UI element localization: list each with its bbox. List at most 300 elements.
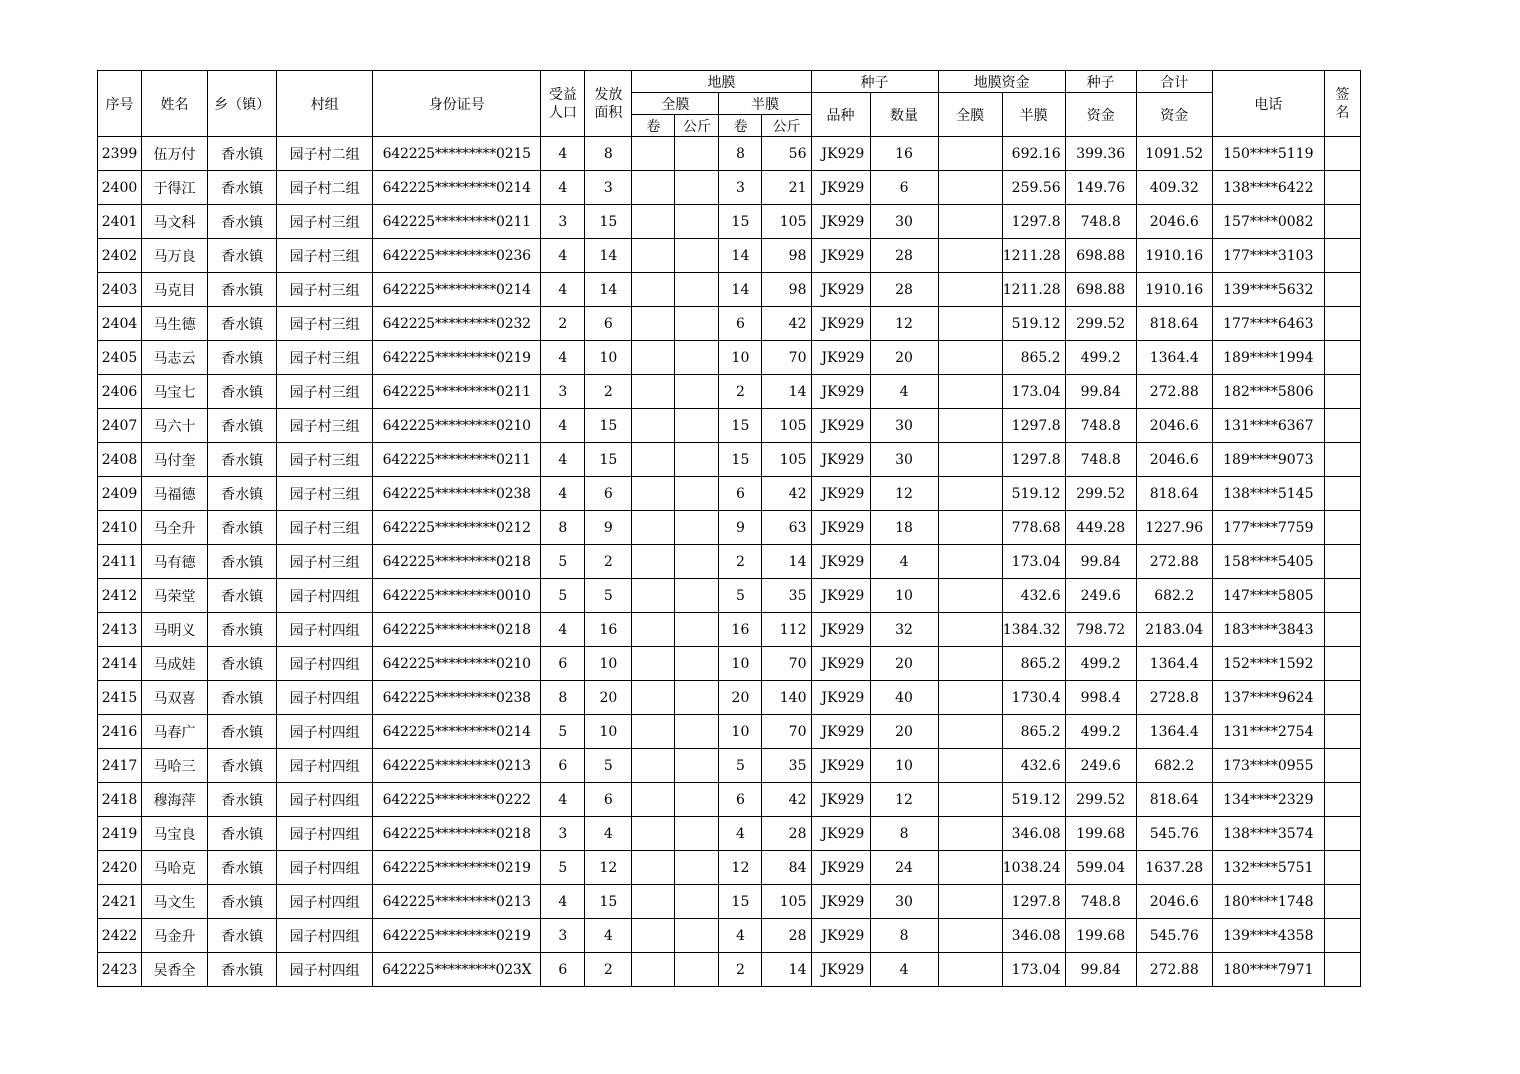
cell-half-kg: 28	[762, 817, 811, 851]
cell-full-roll	[632, 817, 675, 851]
cell-town: 香水镇	[208, 919, 277, 953]
table-row	[98, 681, 1361, 715]
cell-seed-funds: 748.8	[1065, 409, 1136, 443]
cell-half-funds: 1297.8	[1002, 885, 1065, 919]
cell-full-kg	[675, 953, 719, 987]
cell-name: 马文科	[142, 205, 208, 239]
cell-town: 香水镇	[208, 647, 277, 681]
cell-phone: 183****3843	[1212, 613, 1324, 647]
cell-signature	[1324, 341, 1360, 375]
cell-people: 5	[541, 715, 585, 749]
cell-seed-funds: 748.8	[1065, 443, 1136, 477]
table-row	[98, 409, 1361, 443]
cell-village: 园子村三组	[277, 239, 373, 273]
cell-full-kg	[675, 273, 719, 307]
cell-half-funds: 1730.4	[1002, 681, 1065, 715]
cell-full-kg	[675, 137, 719, 171]
cell-seq: 2405	[98, 341, 142, 375]
cell-signature	[1324, 749, 1360, 783]
cell-town: 香水镇	[208, 715, 277, 749]
cell-id: 642225*********0218	[373, 613, 541, 647]
cell-name: 马文生	[142, 885, 208, 919]
cell-phone: 189****9073	[1212, 443, 1324, 477]
cell-quantity: 20	[870, 715, 938, 749]
cell-full-funds	[938, 783, 1002, 817]
cell-half-kg: 105	[762, 443, 811, 477]
cell-seq: 2408	[98, 443, 142, 477]
cell-half-kg: 56	[762, 137, 811, 171]
cell-area: 3	[585, 171, 632, 205]
cell-full-kg	[675, 171, 719, 205]
cell-seq: 2399	[98, 137, 142, 171]
cell-half-funds: 432.6	[1002, 749, 1065, 783]
cell-half-kg: 140	[762, 681, 811, 715]
cell-id: 642225*********0214	[373, 273, 541, 307]
cell-full-kg	[675, 205, 719, 239]
cell-signature	[1324, 613, 1360, 647]
cell-seed-funds: 499.2	[1065, 341, 1136, 375]
cell-total: 2046.6	[1136, 205, 1212, 239]
cell-full-roll	[632, 307, 675, 341]
header-village: 村组	[277, 71, 373, 137]
cell-seq: 2410	[98, 511, 142, 545]
cell-half-kg: 28	[762, 919, 811, 953]
cell-signature	[1324, 851, 1360, 885]
cell-full-funds	[938, 171, 1002, 205]
cell-full-roll	[632, 749, 675, 783]
cell-full-funds	[938, 647, 1002, 681]
cell-variety: JK929	[811, 545, 870, 579]
cell-half-kg: 70	[762, 647, 811, 681]
table-row	[98, 273, 1361, 307]
cell-half-roll: 4	[719, 919, 762, 953]
cell-half-funds: 259.56	[1002, 171, 1065, 205]
cell-total: 1364.4	[1136, 341, 1212, 375]
table-row	[98, 239, 1361, 273]
cell-variety: JK929	[811, 171, 870, 205]
cell-full-roll	[632, 919, 675, 953]
cell-town: 香水镇	[208, 545, 277, 579]
header-full-roll: 卷	[632, 115, 675, 137]
table-row	[98, 545, 1361, 579]
cell-name: 马有德	[142, 545, 208, 579]
cell-village: 园子村四组	[277, 613, 373, 647]
cell-people: 4	[541, 273, 585, 307]
cell-half-kg: 98	[762, 239, 811, 273]
cell-full-kg	[675, 477, 719, 511]
cell-variety: JK929	[811, 715, 870, 749]
cell-signature	[1324, 409, 1360, 443]
cell-phone: 138****3574	[1212, 817, 1324, 851]
cell-full-funds	[938, 579, 1002, 613]
cell-id: 642225*********023X	[373, 953, 541, 987]
cell-area: 2	[585, 545, 632, 579]
cell-signature	[1324, 307, 1360, 341]
table-body	[98, 137, 1361, 987]
cell-seed-funds: 998.4	[1065, 681, 1136, 715]
header-seed: 种子	[811, 71, 938, 93]
cell-area: 10	[585, 647, 632, 681]
cell-seed-funds: 299.52	[1065, 307, 1136, 341]
cell-area: 5	[585, 749, 632, 783]
cell-half-roll: 15	[719, 443, 762, 477]
table-row	[98, 137, 1361, 171]
cell-id: 642225*********0210	[373, 647, 541, 681]
cell-people: 3	[541, 375, 585, 409]
cell-seed-funds: 599.04	[1065, 851, 1136, 885]
cell-phone: 158****5405	[1212, 545, 1324, 579]
cell-half-kg: 42	[762, 307, 811, 341]
cell-name: 马成娃	[142, 647, 208, 681]
cell-town: 香水镇	[208, 443, 277, 477]
cell-full-funds	[938, 715, 1002, 749]
cell-id: 642225*********0219	[373, 851, 541, 885]
cell-signature	[1324, 205, 1360, 239]
cell-town: 香水镇	[208, 851, 277, 885]
cell-seq: 2404	[98, 307, 142, 341]
cell-town: 香水镇	[208, 341, 277, 375]
cell-area: 10	[585, 341, 632, 375]
cell-half-funds: 519.12	[1002, 477, 1065, 511]
cell-quantity: 8	[870, 817, 938, 851]
table-header	[98, 71, 1361, 137]
cell-half-roll: 15	[719, 885, 762, 919]
cell-half-funds: 1211.28	[1002, 273, 1065, 307]
cell-phone: 138****5145	[1212, 477, 1324, 511]
cell-total: 1637.28	[1136, 851, 1212, 885]
cell-full-funds	[938, 375, 1002, 409]
cell-area: 6	[585, 477, 632, 511]
cell-area: 15	[585, 443, 632, 477]
cell-full-funds	[938, 681, 1002, 715]
cell-village: 园子村三组	[277, 205, 373, 239]
cell-town: 香水镇	[208, 885, 277, 919]
cell-town: 香水镇	[208, 477, 277, 511]
cell-half-roll: 12	[719, 851, 762, 885]
cell-quantity: 30	[870, 885, 938, 919]
cell-town: 香水镇	[208, 239, 277, 273]
cell-variety: JK929	[811, 613, 870, 647]
table-row	[98, 443, 1361, 477]
cell-half-funds: 346.08	[1002, 919, 1065, 953]
cell-half-kg: 105	[762, 205, 811, 239]
cell-people: 4	[541, 341, 585, 375]
cell-variety: JK929	[811, 851, 870, 885]
cell-full-funds	[938, 851, 1002, 885]
header-phone: 电话	[1212, 71, 1324, 137]
cell-seq: 2417	[98, 749, 142, 783]
cell-full-funds	[938, 273, 1002, 307]
cell-people: 4	[541, 443, 585, 477]
table-row	[98, 953, 1361, 987]
cell-half-funds: 173.04	[1002, 953, 1065, 987]
cell-town: 香水镇	[208, 783, 277, 817]
cell-half-funds: 865.2	[1002, 647, 1065, 681]
cell-phone: 177****6463	[1212, 307, 1324, 341]
table-row	[98, 715, 1361, 749]
header-film-funds: 地膜资金	[938, 71, 1065, 93]
header-full-film: 全膜	[632, 93, 719, 115]
cell-half-funds: 692.16	[1002, 137, 1065, 171]
cell-phone: 139****5632	[1212, 273, 1324, 307]
cell-id: 642225*********0215	[373, 137, 541, 171]
cell-half-kg: 14	[762, 545, 811, 579]
cell-town: 香水镇	[208, 171, 277, 205]
cell-half-kg: 42	[762, 477, 811, 511]
cell-people: 6	[541, 953, 585, 987]
cell-half-kg: 35	[762, 579, 811, 613]
header-signature: 签 名	[1324, 71, 1360, 137]
cell-village: 园子村二组	[277, 171, 373, 205]
cell-total: 2046.6	[1136, 443, 1212, 477]
cell-total: 545.76	[1136, 817, 1212, 851]
cell-full-kg	[675, 613, 719, 647]
cell-area: 4	[585, 919, 632, 953]
cell-area: 8	[585, 137, 632, 171]
cell-signature	[1324, 953, 1360, 987]
cell-seed-funds: 698.88	[1065, 273, 1136, 307]
cell-town: 香水镇	[208, 579, 277, 613]
cell-area: 2	[585, 953, 632, 987]
cell-seq: 2413	[98, 613, 142, 647]
cell-half-roll: 2	[719, 375, 762, 409]
cell-seq: 2400	[98, 171, 142, 205]
cell-seed-funds: 199.68	[1065, 919, 1136, 953]
cell-full-funds	[938, 341, 1002, 375]
cell-area: 14	[585, 273, 632, 307]
cell-quantity: 16	[870, 137, 938, 171]
header-half-roll: 卷	[719, 115, 762, 137]
cell-name: 马荣堂	[142, 579, 208, 613]
cell-phone: 139****4358	[1212, 919, 1324, 953]
cell-half-roll: 4	[719, 817, 762, 851]
cell-signature	[1324, 579, 1360, 613]
cell-name: 马付奎	[142, 443, 208, 477]
cell-total: 545.76	[1136, 919, 1212, 953]
cell-village: 园子村三组	[277, 409, 373, 443]
cell-town: 香水镇	[208, 749, 277, 783]
cell-full-roll	[632, 443, 675, 477]
cell-name: 马生德	[142, 307, 208, 341]
cell-town: 香水镇	[208, 409, 277, 443]
table-row	[98, 749, 1361, 783]
cell-area: 16	[585, 613, 632, 647]
cell-full-kg	[675, 851, 719, 885]
cell-village: 园子村四组	[277, 953, 373, 987]
cell-signature	[1324, 239, 1360, 273]
cell-seq: 2403	[98, 273, 142, 307]
cell-id: 642225*********0010	[373, 579, 541, 613]
cell-town: 香水镇	[208, 205, 277, 239]
cell-phone: 173****0955	[1212, 749, 1324, 783]
cell-seq: 2418	[98, 783, 142, 817]
cell-id: 642225*********0211	[373, 375, 541, 409]
cell-seed-funds: 748.8	[1065, 885, 1136, 919]
table-row	[98, 919, 1361, 953]
cell-quantity: 24	[870, 851, 938, 885]
cell-area: 15	[585, 885, 632, 919]
cell-total: 2046.6	[1136, 409, 1212, 443]
cell-seed-funds: 149.76	[1065, 171, 1136, 205]
cell-id: 642225*********0219	[373, 919, 541, 953]
cell-full-roll	[632, 681, 675, 715]
cell-town: 香水镇	[208, 375, 277, 409]
cell-total: 1364.4	[1136, 647, 1212, 681]
cell-seq: 2416	[98, 715, 142, 749]
cell-area: 15	[585, 409, 632, 443]
cell-half-funds: 173.04	[1002, 545, 1065, 579]
cell-id: 642225*********0236	[373, 239, 541, 273]
cell-quantity: 8	[870, 919, 938, 953]
cell-half-roll: 10	[719, 341, 762, 375]
cell-full-roll	[632, 477, 675, 511]
cell-area: 10	[585, 715, 632, 749]
cell-area: 6	[585, 307, 632, 341]
header-total-funds: 资金	[1136, 93, 1212, 137]
table-row	[98, 205, 1361, 239]
cell-phone: 132****5751	[1212, 851, 1324, 885]
cell-full-kg	[675, 783, 719, 817]
cell-half-kg: 105	[762, 885, 811, 919]
header-half-kg: 公斤	[762, 115, 811, 137]
header-half-film: 半膜	[719, 93, 811, 115]
cell-full-funds	[938, 885, 1002, 919]
cell-town: 香水镇	[208, 817, 277, 851]
cell-full-roll	[632, 341, 675, 375]
cell-variety: JK929	[811, 307, 870, 341]
cell-quantity: 12	[870, 477, 938, 511]
cell-people: 4	[541, 137, 585, 171]
cell-quantity: 30	[870, 443, 938, 477]
cell-area: 20	[585, 681, 632, 715]
cell-village: 园子村四组	[277, 919, 373, 953]
cell-half-roll: 14	[719, 239, 762, 273]
cell-quantity: 30	[870, 409, 938, 443]
header-variety: 品种	[811, 93, 870, 137]
cell-variety: JK929	[811, 443, 870, 477]
cell-half-kg: 42	[762, 783, 811, 817]
cell-variety: JK929	[811, 137, 870, 171]
cell-name: 马哈三	[142, 749, 208, 783]
cell-half-roll: 9	[719, 511, 762, 545]
cell-total: 1910.16	[1136, 239, 1212, 273]
cell-village: 园子村四组	[277, 783, 373, 817]
cell-half-funds: 519.12	[1002, 307, 1065, 341]
cell-full-kg	[675, 817, 719, 851]
cell-id: 642225*********0219	[373, 341, 541, 375]
table-row	[98, 613, 1361, 647]
cell-full-roll	[632, 239, 675, 273]
cell-full-roll	[632, 783, 675, 817]
cell-total: 682.2	[1136, 579, 1212, 613]
cell-half-roll: 5	[719, 579, 762, 613]
cell-seq: 2412	[98, 579, 142, 613]
table-row	[98, 851, 1361, 885]
cell-signature	[1324, 443, 1360, 477]
cell-full-kg	[675, 443, 719, 477]
cell-seq: 2420	[98, 851, 142, 885]
cell-village: 园子村四组	[277, 681, 373, 715]
cell-half-kg: 98	[762, 273, 811, 307]
header-full-kg: 公斤	[675, 115, 719, 137]
cell-name: 马金升	[142, 919, 208, 953]
header-seq: 序号	[98, 71, 142, 137]
cell-total: 2183.04	[1136, 613, 1212, 647]
header-film: 地膜	[632, 71, 811, 93]
cell-phone: 138****6422	[1212, 171, 1324, 205]
cell-seq: 2409	[98, 477, 142, 511]
cell-phone: 152****1592	[1212, 647, 1324, 681]
cell-town: 香水镇	[208, 613, 277, 647]
header-town: 乡（镇）	[208, 71, 277, 137]
cell-people: 4	[541, 239, 585, 273]
cell-full-kg	[675, 919, 719, 953]
cell-town: 香水镇	[208, 307, 277, 341]
cell-full-funds	[938, 477, 1002, 511]
cell-full-kg	[675, 749, 719, 783]
cell-people: 4	[541, 783, 585, 817]
cell-quantity: 40	[870, 681, 938, 715]
cell-id: 642225*********0211	[373, 205, 541, 239]
header-seed-funds: 资金	[1065, 93, 1136, 137]
cell-village: 园子村四组	[277, 851, 373, 885]
cell-half-roll: 2	[719, 953, 762, 987]
cell-quantity: 12	[870, 783, 938, 817]
cell-village: 园子村四组	[277, 817, 373, 851]
cell-people: 6	[541, 749, 585, 783]
cell-seq: 2419	[98, 817, 142, 851]
cell-people: 4	[541, 171, 585, 205]
cell-village: 园子村三组	[277, 273, 373, 307]
cell-total: 1910.16	[1136, 273, 1212, 307]
cell-half-funds: 432.6	[1002, 579, 1065, 613]
cell-phone: 182****5806	[1212, 375, 1324, 409]
cell-full-roll	[632, 647, 675, 681]
cell-town: 香水镇	[208, 137, 277, 171]
cell-half-funds: 346.08	[1002, 817, 1065, 851]
cell-people: 3	[541, 205, 585, 239]
cell-people: 8	[541, 511, 585, 545]
cell-full-kg	[675, 647, 719, 681]
cell-name: 马哈克	[142, 851, 208, 885]
cell-people: 4	[541, 477, 585, 511]
cell-name: 马全升	[142, 511, 208, 545]
cell-people: 4	[541, 409, 585, 443]
cell-people: 3	[541, 919, 585, 953]
cell-village: 园子村三组	[277, 545, 373, 579]
cell-town: 香水镇	[208, 681, 277, 715]
cell-variety: JK929	[811, 511, 870, 545]
cell-phone: 157****0082	[1212, 205, 1324, 239]
cell-phone: 147****5805	[1212, 579, 1324, 613]
cell-name: 马万良	[142, 239, 208, 273]
cell-area: 12	[585, 851, 632, 885]
cell-seed-funds: 499.2	[1065, 647, 1136, 681]
cell-seq: 2406	[98, 375, 142, 409]
cell-quantity: 30	[870, 205, 938, 239]
cell-total: 409.32	[1136, 171, 1212, 205]
cell-signature	[1324, 647, 1360, 681]
cell-quantity: 20	[870, 647, 938, 681]
cell-full-funds	[938, 409, 1002, 443]
cell-total: 272.88	[1136, 375, 1212, 409]
cell-variety: JK929	[811, 817, 870, 851]
cell-full-funds	[938, 545, 1002, 579]
cell-area: 4	[585, 817, 632, 851]
cell-village: 园子村三组	[277, 477, 373, 511]
cell-seed-funds: 399.36	[1065, 137, 1136, 171]
cell-full-roll	[632, 579, 675, 613]
